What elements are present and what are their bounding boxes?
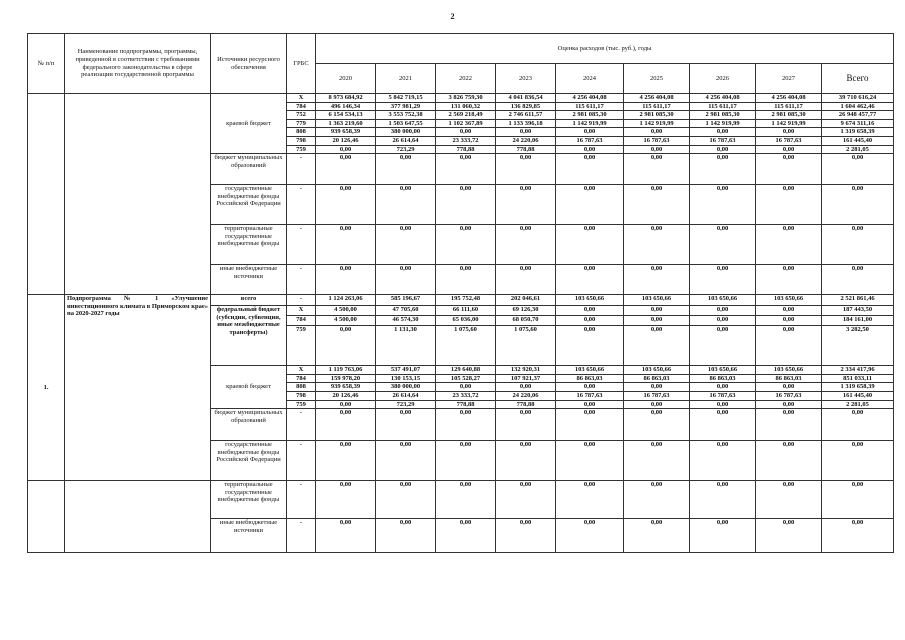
value-cell: 0,00 bbox=[624, 326, 690, 366]
value-cell: 187 443,50 bbox=[822, 306, 894, 316]
value-cell: 26 948 457,77 bbox=[822, 111, 894, 120]
value-cell: 0,00 bbox=[316, 154, 376, 185]
value-cell: 16 787,63 bbox=[756, 391, 822, 400]
value-cell: 0,00 bbox=[436, 265, 496, 295]
header-estimate: Оценка расходов (тыс. руб.), годы bbox=[316, 34, 894, 64]
value-cell: 2 981 085,30 bbox=[756, 111, 822, 120]
value-cell: 0,00 bbox=[756, 441, 822, 481]
value-cell: 6 154 534,13 bbox=[316, 111, 376, 120]
value-cell: 0,00 bbox=[756, 128, 822, 137]
value-cell: 46 574,30 bbox=[376, 316, 436, 326]
value-cell: 585 196,67 bbox=[376, 295, 436, 306]
value-cell: 0,00 bbox=[756, 400, 822, 409]
value-cell: 161 445,40 bbox=[822, 391, 894, 400]
value-cell: 0,00 bbox=[624, 225, 690, 265]
value-cell: 0,00 bbox=[316, 225, 376, 265]
grbs-cell: 752 bbox=[287, 111, 316, 120]
value-cell: 0,00 bbox=[376, 265, 436, 295]
value-cell: 1 124 263,06 bbox=[316, 295, 376, 306]
value-cell: 105 528,27 bbox=[436, 374, 496, 383]
value-cell: 103 650,66 bbox=[556, 366, 624, 375]
value-cell: 0,00 bbox=[822, 519, 894, 553]
value-cell: 0,00 bbox=[690, 383, 756, 392]
program-name bbox=[65, 481, 211, 553]
value-cell: 1 503 647,55 bbox=[376, 119, 436, 128]
value-cell: 1 119 763,06 bbox=[316, 366, 376, 375]
header-sources: Источники ресурсного обеспечения bbox=[211, 34, 287, 94]
value-cell: 86 863,03 bbox=[556, 374, 624, 383]
value-cell: 0,00 bbox=[436, 409, 496, 441]
value-cell: 107 921,37 bbox=[496, 374, 556, 383]
table-row bbox=[28, 481, 894, 519]
value-cell: 0,00 bbox=[822, 225, 894, 265]
value-cell: 723,29 bbox=[376, 145, 436, 154]
value-cell: 20 126,46 bbox=[316, 391, 376, 400]
grbs-cell: Х bbox=[287, 306, 316, 316]
value-cell: 0,00 bbox=[556, 316, 624, 326]
value-cell: 0,00 bbox=[756, 145, 822, 154]
value-cell: 0,00 bbox=[496, 441, 556, 481]
grbs-cell: - bbox=[287, 265, 316, 295]
value-cell: 0,00 bbox=[376, 185, 436, 225]
value-cell: 4 256 404,08 bbox=[690, 94, 756, 103]
value-cell: 0,00 bbox=[376, 154, 436, 185]
value-cell: 3 826 759,30 bbox=[436, 94, 496, 103]
value-cell: 0,00 bbox=[690, 409, 756, 441]
value-cell: 537 491,07 bbox=[376, 366, 436, 375]
value-cell: 3 553 752,38 bbox=[376, 111, 436, 120]
grbs-cell: 798 bbox=[287, 136, 316, 145]
grbs-cell: - bbox=[287, 481, 316, 519]
value-cell: 0,00 bbox=[556, 128, 624, 137]
value-cell: 0,00 bbox=[436, 519, 496, 553]
row-number bbox=[28, 481, 65, 553]
value-cell: 0,00 bbox=[822, 185, 894, 225]
value-cell: 24 220,06 bbox=[496, 136, 556, 145]
value-cell: 103 650,66 bbox=[690, 295, 756, 306]
value-cell: 0,00 bbox=[436, 185, 496, 225]
value-cell: 0,00 bbox=[756, 185, 822, 225]
value-cell: 16 787,63 bbox=[556, 391, 624, 400]
value-cell: 5 842 719,15 bbox=[376, 94, 436, 103]
value-cell: 0,00 bbox=[756, 383, 822, 392]
grbs-cell: - bbox=[287, 441, 316, 481]
grbs-cell: 759 bbox=[287, 326, 316, 366]
value-cell: 0,00 bbox=[690, 519, 756, 553]
value-cell: 2 981 085,30 bbox=[556, 111, 624, 120]
grbs-cell: Х bbox=[287, 366, 316, 375]
value-cell: 0,00 bbox=[756, 481, 822, 519]
value-cell: 0,00 bbox=[316, 400, 376, 409]
value-cell: 136 829,85 bbox=[496, 102, 556, 111]
value-cell: 103 650,66 bbox=[690, 366, 756, 375]
header-year: 2026 bbox=[690, 64, 756, 94]
source-cell: иные внебюджетные источники bbox=[211, 265, 287, 295]
value-cell: 0,00 bbox=[624, 316, 690, 326]
grbs-cell: 759 bbox=[287, 400, 316, 409]
page-number: 2 bbox=[450, 12, 455, 21]
value-cell: 0,00 bbox=[436, 225, 496, 265]
value-cell: 86 863,03 bbox=[756, 374, 822, 383]
value-cell: 0,00 bbox=[556, 225, 624, 265]
grbs-cell: - bbox=[287, 295, 316, 306]
value-cell: 23 333,72 bbox=[436, 391, 496, 400]
value-cell: 377 981,29 bbox=[376, 102, 436, 111]
value-cell: 0,00 bbox=[822, 441, 894, 481]
value-cell: 0,00 bbox=[624, 306, 690, 316]
value-cell: 0,00 bbox=[624, 383, 690, 392]
value-cell: 0,00 bbox=[316, 409, 376, 441]
value-cell: 4 041 836,54 bbox=[496, 94, 556, 103]
value-cell: 16 787,63 bbox=[690, 391, 756, 400]
source-cell: государственные внебюджетные фонды Российской Федерации bbox=[211, 185, 287, 225]
value-cell: 0,00 bbox=[756, 316, 822, 326]
value-cell: 0,00 bbox=[496, 481, 556, 519]
grbs-cell: 784 bbox=[287, 374, 316, 383]
grbs-cell: - bbox=[287, 225, 316, 265]
value-cell: 0,00 bbox=[496, 128, 556, 137]
value-cell: 778,88 bbox=[436, 145, 496, 154]
value-cell: 0,00 bbox=[436, 383, 496, 392]
value-cell: 0,00 bbox=[690, 306, 756, 316]
budget-table bbox=[27, 33, 894, 553]
header-year: 2021 bbox=[376, 64, 436, 94]
grbs-cell: - bbox=[287, 519, 316, 553]
value-cell: 3 282,50 bbox=[822, 326, 894, 366]
grbs-cell: 808 bbox=[287, 128, 316, 137]
value-cell: 8 973 684,92 bbox=[316, 94, 376, 103]
grbs-cell: 779 bbox=[287, 119, 316, 128]
value-cell: 1 075,60 bbox=[436, 326, 496, 366]
value-cell: 0,00 bbox=[624, 441, 690, 481]
value-cell: 2 746 611,57 bbox=[496, 111, 556, 120]
value-cell: 129 640,88 bbox=[436, 366, 496, 375]
value-cell: 0,00 bbox=[822, 481, 894, 519]
value-cell: 4 500,00 bbox=[316, 306, 376, 316]
value-cell: 4 256 404,08 bbox=[556, 94, 624, 103]
value-cell: 0,00 bbox=[690, 481, 756, 519]
value-cell: 0,00 bbox=[496, 383, 556, 392]
value-cell: 2 981 085,30 bbox=[690, 111, 756, 120]
value-cell: 0,00 bbox=[496, 409, 556, 441]
value-cell: 1 604 462,46 bbox=[822, 102, 894, 111]
source-cell: всего bbox=[211, 295, 287, 306]
value-cell: 0,00 bbox=[690, 316, 756, 326]
value-cell: 0,00 bbox=[376, 519, 436, 553]
value-cell: 0,00 bbox=[690, 441, 756, 481]
value-cell: 1 142 919,99 bbox=[556, 119, 624, 128]
value-cell: 0,00 bbox=[690, 400, 756, 409]
value-cell: 0,00 bbox=[556, 185, 624, 225]
grbs-cell: - bbox=[287, 409, 316, 441]
value-cell: 0,00 bbox=[376, 481, 436, 519]
value-cell: 69 126,30 bbox=[496, 306, 556, 316]
value-cell: 0,00 bbox=[756, 265, 822, 295]
header-year: 2023 bbox=[496, 64, 556, 94]
value-cell: 0,00 bbox=[624, 519, 690, 553]
value-cell: 380 000,00 bbox=[376, 128, 436, 137]
value-cell: 9 674 311,16 bbox=[822, 119, 894, 128]
value-cell: 66 111,60 bbox=[436, 306, 496, 316]
value-cell: 0,00 bbox=[496, 185, 556, 225]
value-cell: 161 445,40 bbox=[822, 136, 894, 145]
value-cell: 0,00 bbox=[556, 400, 624, 409]
table-row bbox=[28, 295, 894, 306]
value-cell: 1 319 658,39 bbox=[822, 128, 894, 137]
value-cell: 0,00 bbox=[756, 519, 822, 553]
source-cell: бюджет муниципальных образований bbox=[211, 154, 287, 185]
value-cell: 0,00 bbox=[376, 225, 436, 265]
header-year: 2027 bbox=[756, 64, 822, 94]
value-cell: 4 256 404,08 bbox=[624, 94, 690, 103]
header-year: 2025 bbox=[624, 64, 690, 94]
value-cell: 26 614,64 bbox=[376, 391, 436, 400]
value-cell: 0,00 bbox=[556, 306, 624, 316]
value-cell: 195 752,48 bbox=[436, 295, 496, 306]
value-cell: 0,00 bbox=[436, 128, 496, 137]
value-cell: 1 102 367,89 bbox=[436, 119, 496, 128]
row-number: 1. bbox=[28, 295, 65, 481]
value-cell: 0,00 bbox=[376, 441, 436, 481]
value-cell: 0,00 bbox=[822, 154, 894, 185]
value-cell: 24 220,06 bbox=[496, 391, 556, 400]
header-year: 2022 bbox=[436, 64, 496, 94]
value-cell: 1 319 658,39 bbox=[822, 383, 894, 392]
value-cell: 1 363 219,60 bbox=[316, 119, 376, 128]
value-cell: 103 650,66 bbox=[556, 295, 624, 306]
value-cell: 723,29 bbox=[376, 400, 436, 409]
value-cell: 2 569 218,49 bbox=[436, 111, 496, 120]
value-cell: 103 650,66 bbox=[624, 295, 690, 306]
source-cell: краевой бюджет bbox=[211, 94, 287, 154]
value-cell: 0,00 bbox=[690, 265, 756, 295]
value-cell: 68 050,70 bbox=[496, 316, 556, 326]
value-cell: 1 075,60 bbox=[496, 326, 556, 366]
value-cell: 0,00 bbox=[496, 265, 556, 295]
value-cell: 0,00 bbox=[496, 519, 556, 553]
value-cell: 20 126,46 bbox=[316, 136, 376, 145]
value-cell: 0,00 bbox=[756, 409, 822, 441]
grbs-cell: - bbox=[287, 154, 316, 185]
grbs-cell: 759 bbox=[287, 145, 316, 154]
value-cell: 65 036,00 bbox=[436, 316, 496, 326]
value-cell: 1 142 919,99 bbox=[624, 119, 690, 128]
value-cell: 0,00 bbox=[624, 400, 690, 409]
value-cell: 86 863,03 bbox=[624, 374, 690, 383]
value-cell: 0,00 bbox=[316, 441, 376, 481]
value-cell: 2 334 417,96 bbox=[822, 366, 894, 375]
value-cell: 0,00 bbox=[690, 145, 756, 154]
header-grbs: ГРБС bbox=[287, 34, 316, 94]
source-cell: иные внебюджетные источники bbox=[211, 519, 287, 553]
value-cell: 0,00 bbox=[822, 265, 894, 295]
value-cell: 202 046,61 bbox=[496, 295, 556, 306]
grbs-cell: 784 bbox=[287, 316, 316, 326]
program-name bbox=[65, 94, 211, 295]
value-cell: 115 611,17 bbox=[690, 102, 756, 111]
value-cell: 0,00 bbox=[436, 481, 496, 519]
value-cell: 0,00 bbox=[556, 409, 624, 441]
grbs-cell: 808 bbox=[287, 383, 316, 392]
table-body bbox=[28, 94, 894, 553]
value-cell: 103 650,66 bbox=[756, 295, 822, 306]
value-cell: 16 787,63 bbox=[556, 136, 624, 145]
value-cell: 0,00 bbox=[624, 265, 690, 295]
value-cell: 0,00 bbox=[316, 481, 376, 519]
value-cell: 2 521 861,46 bbox=[822, 295, 894, 306]
value-cell: 778,88 bbox=[436, 400, 496, 409]
value-cell: 0,00 bbox=[756, 326, 822, 366]
value-cell: 16 787,63 bbox=[756, 136, 822, 145]
value-cell: 0,00 bbox=[556, 154, 624, 185]
header-num: № п/п bbox=[28, 34, 65, 94]
value-cell: 23 333,72 bbox=[436, 136, 496, 145]
value-cell: 1 131,30 bbox=[376, 326, 436, 366]
value-cell: 0,00 bbox=[690, 154, 756, 185]
value-cell: 115 611,17 bbox=[756, 102, 822, 111]
value-cell: 0,00 bbox=[436, 154, 496, 185]
header-name: Наименование подпрограммы, программы, приведенной в соответствии с требованиями федерального законодательства в сфере реализации государственной программы bbox=[65, 34, 211, 94]
value-cell: 380 000,00 bbox=[376, 383, 436, 392]
value-cell: 0,00 bbox=[756, 154, 822, 185]
value-cell: 184 161,00 bbox=[822, 316, 894, 326]
value-cell: 0,00 bbox=[822, 409, 894, 441]
value-cell: 47 705,60 bbox=[376, 306, 436, 316]
value-cell: 115 611,17 bbox=[556, 102, 624, 111]
value-cell: 778,88 bbox=[496, 400, 556, 409]
value-cell: 131 060,32 bbox=[436, 102, 496, 111]
header-year: 2020 bbox=[316, 64, 376, 94]
value-cell: 103 650,66 bbox=[756, 366, 822, 375]
grbs-cell: 784 bbox=[287, 102, 316, 111]
grbs-cell: - bbox=[287, 185, 316, 225]
value-cell: 16 787,63 bbox=[624, 136, 690, 145]
value-cell: 0,00 bbox=[376, 409, 436, 441]
value-cell: 0,00 bbox=[496, 154, 556, 185]
value-cell: 496 146,34 bbox=[316, 102, 376, 111]
value-cell: 0,00 bbox=[756, 225, 822, 265]
value-cell: 2 981 085,30 bbox=[624, 111, 690, 120]
source-cell: федеральный бюджет (субсидии, субвенции, иные межбюджетные трансферты) bbox=[211, 306, 287, 366]
value-cell: 0,00 bbox=[556, 383, 624, 392]
value-cell: 16 787,63 bbox=[624, 391, 690, 400]
grbs-cell: 798 bbox=[287, 391, 316, 400]
source-cell: территориальные государственные внебюджетные фонды bbox=[211, 225, 287, 265]
value-cell: 0,00 bbox=[316, 519, 376, 553]
value-cell: 4 500,00 bbox=[316, 316, 376, 326]
value-cell: 16 787,63 bbox=[690, 136, 756, 145]
value-cell: 0,00 bbox=[316, 145, 376, 154]
value-cell: 939 658,39 bbox=[316, 383, 376, 392]
value-cell: 0,00 bbox=[556, 145, 624, 154]
value-cell: 0,00 bbox=[756, 306, 822, 316]
value-cell: 0,00 bbox=[556, 265, 624, 295]
value-cell: 0,00 bbox=[556, 519, 624, 553]
value-cell: 939 658,39 bbox=[316, 128, 376, 137]
value-cell: 0,00 bbox=[624, 145, 690, 154]
value-cell: 778,88 bbox=[496, 145, 556, 154]
value-cell: 86 863,03 bbox=[690, 374, 756, 383]
table-row bbox=[28, 94, 894, 103]
value-cell: 0,00 bbox=[690, 185, 756, 225]
value-cell: 0,00 bbox=[624, 409, 690, 441]
source-cell: краевой бюджет bbox=[211, 366, 287, 409]
value-cell: 2 281,05 bbox=[822, 145, 894, 154]
source-cell: государственные внебюджетные фонды Российской Федерации bbox=[211, 441, 287, 481]
value-cell: 1 133 396,18 bbox=[496, 119, 556, 128]
value-cell: 115 611,17 bbox=[624, 102, 690, 111]
value-cell: 1 142 919,99 bbox=[756, 119, 822, 128]
row-number bbox=[28, 94, 65, 295]
value-cell: 0,00 bbox=[690, 326, 756, 366]
grbs-cell: Х bbox=[287, 94, 316, 103]
header-total: Всего bbox=[822, 64, 894, 94]
value-cell: 4 256 404,08 bbox=[756, 94, 822, 103]
value-cell: 103 650,66 bbox=[624, 366, 690, 375]
value-cell: 0,00 bbox=[624, 128, 690, 137]
value-cell: 0,00 bbox=[496, 225, 556, 265]
value-cell: 159 978,20 bbox=[316, 374, 376, 383]
value-cell: 0,00 bbox=[316, 185, 376, 225]
value-cell: 0,00 bbox=[316, 265, 376, 295]
value-cell: 0,00 bbox=[556, 441, 624, 481]
value-cell: 0,00 bbox=[690, 128, 756, 137]
value-cell: 130 153,15 bbox=[376, 374, 436, 383]
value-cell: 132 920,31 bbox=[496, 366, 556, 375]
value-cell: 0,00 bbox=[690, 225, 756, 265]
value-cell: 0,00 bbox=[624, 481, 690, 519]
source-cell: бюджет муниципальных образований bbox=[211, 409, 287, 441]
value-cell: 0,00 bbox=[556, 481, 624, 519]
value-cell: 1 142 919,99 bbox=[690, 119, 756, 128]
source-cell: территориальные государственные внебюджетные фонды bbox=[211, 481, 287, 519]
value-cell: 0,00 bbox=[316, 326, 376, 366]
value-cell: 0,00 bbox=[624, 154, 690, 185]
value-cell: 0,00 bbox=[436, 441, 496, 481]
value-cell: 0,00 bbox=[624, 185, 690, 225]
value-cell: 0,00 bbox=[556, 326, 624, 366]
program-name: Подпрограмма № 1 «Улучшение инвестиционного климата в Приморском крае» на 2020-2027 годы bbox=[65, 295, 211, 481]
value-cell: 39 710 616,24 bbox=[822, 94, 894, 103]
header-year: 2024 bbox=[556, 64, 624, 94]
value-cell: 2 281,05 bbox=[822, 400, 894, 409]
value-cell: 851 033,11 bbox=[822, 374, 894, 383]
value-cell: 26 614,64 bbox=[376, 136, 436, 145]
